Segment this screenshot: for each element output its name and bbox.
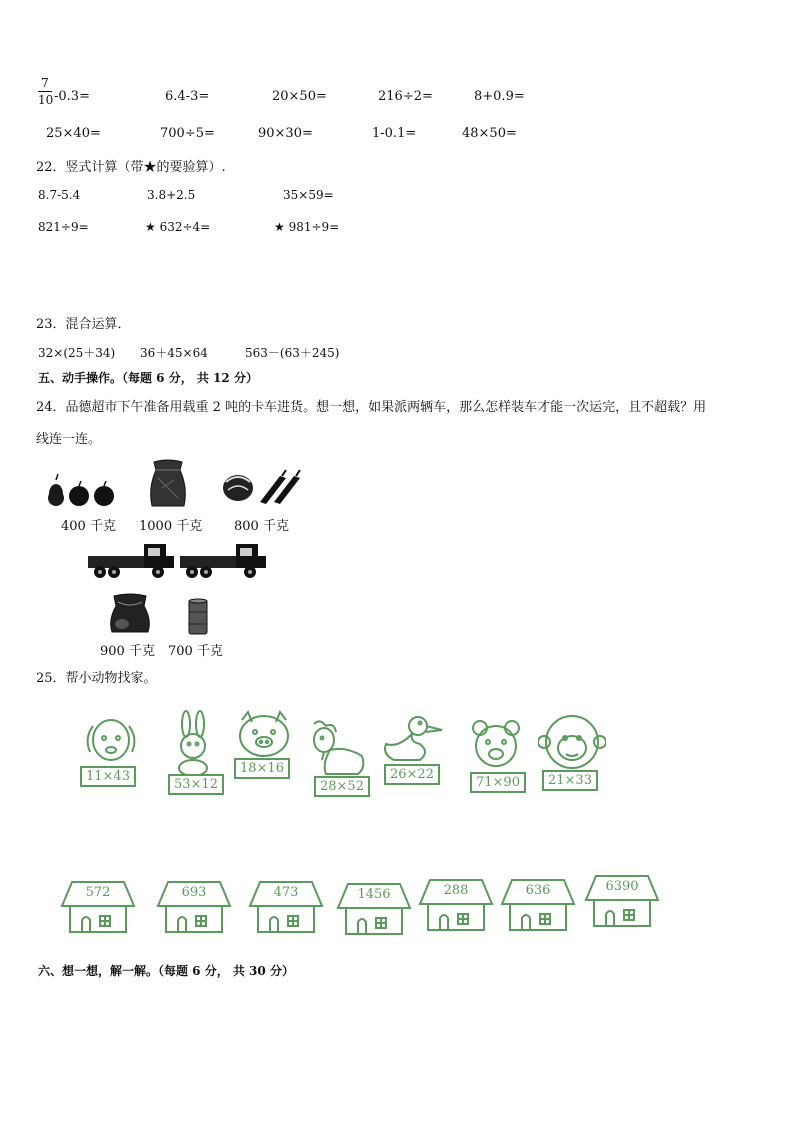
duck-icon [380, 712, 446, 766]
house-number: 473 [273, 885, 299, 900]
oral-calc-item: 48×50= [462, 126, 517, 141]
animal-monkey[interactable] [538, 712, 612, 796]
animal-expression: 71×90 [470, 772, 526, 793]
house-number: 636 [525, 883, 551, 898]
goods-weight-label: 1000 千克 [139, 519, 203, 534]
house-number: 6390 [605, 879, 639, 894]
bag-icon [108, 592, 152, 636]
house-number: 1456 [357, 887, 391, 902]
house[interactable] [418, 876, 494, 932]
fraction-bar [38, 91, 52, 92]
vertical-calc-item: 35×59= [283, 188, 334, 202]
animal-expression: 18×16 [234, 758, 290, 779]
house-number: 693 [181, 885, 207, 900]
vertical-calc-item: ★ 632÷4= [145, 220, 211, 234]
pig-icon [234, 710, 294, 760]
house[interactable] [336, 880, 412, 936]
animal-expression: 28×52 [314, 776, 370, 797]
goat-icon [306, 716, 372, 776]
section-6-title: 六、想一想，解一解。（每题 6 分， 共 30 分） [38, 964, 294, 978]
goods-weight-label: 400 千克 [61, 519, 116, 534]
sack-icon [148, 458, 188, 510]
oral-calc-item: 8+0.9= [474, 89, 525, 104]
fraction-denominator: 10 [38, 93, 54, 107]
section-5-title: 五、动手操作。（每题 6 分， 共 12 分） [38, 371, 258, 385]
dog-icon [78, 712, 144, 770]
barrel-icon [186, 598, 210, 636]
animal-bear[interactable] [468, 718, 532, 798]
oral-calc-item: 25×40= [46, 126, 101, 141]
house-number: 572 [85, 885, 111, 900]
animal-expression: 21×33 [542, 770, 598, 791]
house[interactable] [248, 878, 324, 934]
animal-duck[interactable] [380, 712, 450, 788]
house-number: 288 [443, 883, 469, 898]
oral-calc-item: 20×50= [272, 89, 327, 104]
oral-calc-item: 1-0.1= [372, 126, 417, 141]
house[interactable] [60, 878, 136, 934]
fraction-numerator: 7 [41, 76, 49, 90]
animal-expression: 53×12 [168, 774, 224, 795]
animal-dog[interactable] [78, 712, 144, 792]
animal-expression: 26×22 [384, 764, 440, 785]
vertical-calc-item: 3.8+2.5 [147, 188, 196, 202]
goods-weight-label: 700 千克 [168, 644, 223, 659]
oral-calc-item: -0.3= [54, 89, 90, 104]
truck-icon[interactable] [178, 538, 268, 582]
question-25-title: 25．帮小动物找家。 [36, 671, 157, 686]
mixed-calc-item: 32×(25＋34) [38, 346, 116, 360]
animal-goat[interactable] [306, 716, 376, 802]
question-24-text-line1: 24．品德超市下午准备用载重 2 吨的卡车进货。想一想，如果派两辆车，那么怎样装车才能一次运完，且不超载？用 [36, 400, 707, 415]
oral-calc-item: 700÷5= [160, 126, 215, 141]
animal-pig[interactable] [234, 710, 298, 786]
animal-expression: 11×43 [80, 766, 136, 787]
animal-rabbit[interactable] [166, 710, 228, 800]
question-24-text-line2: 线连一连。 [36, 432, 102, 447]
monkey-icon [538, 712, 606, 772]
oral-calc-item: 216÷2= [378, 89, 433, 104]
truck-icon[interactable] [86, 538, 176, 582]
house[interactable] [156, 878, 232, 934]
goods-weight-label: 900 千克 [100, 644, 155, 659]
vertical-calc-item: 821÷9= [38, 220, 89, 234]
question-23-title: 23．混合运算． [36, 317, 131, 332]
oral-calc-item: 6.4-3= [165, 89, 210, 104]
vegetables-icon [220, 468, 302, 506]
house[interactable] [500, 876, 576, 932]
fruit-icon [46, 472, 120, 508]
vertical-calc-item: 8.7-5.4 [38, 188, 81, 202]
mixed-calc-item: 563－(63＋245) [245, 346, 340, 360]
mixed-calc-item: 36＋45×64 [140, 346, 208, 360]
fraction-seven-tenths [38, 76, 52, 107]
question-22-title: 22．竖式计算（带★的要验算）. [36, 160, 226, 175]
rabbit-icon [166, 710, 224, 776]
goods-weight-label: 800 千克 [234, 519, 289, 534]
house[interactable] [584, 872, 660, 928]
bear-icon [468, 718, 524, 772]
vertical-calc-item: ★ 981÷9= [274, 220, 340, 234]
oral-calc-item: 90×30= [258, 126, 313, 141]
